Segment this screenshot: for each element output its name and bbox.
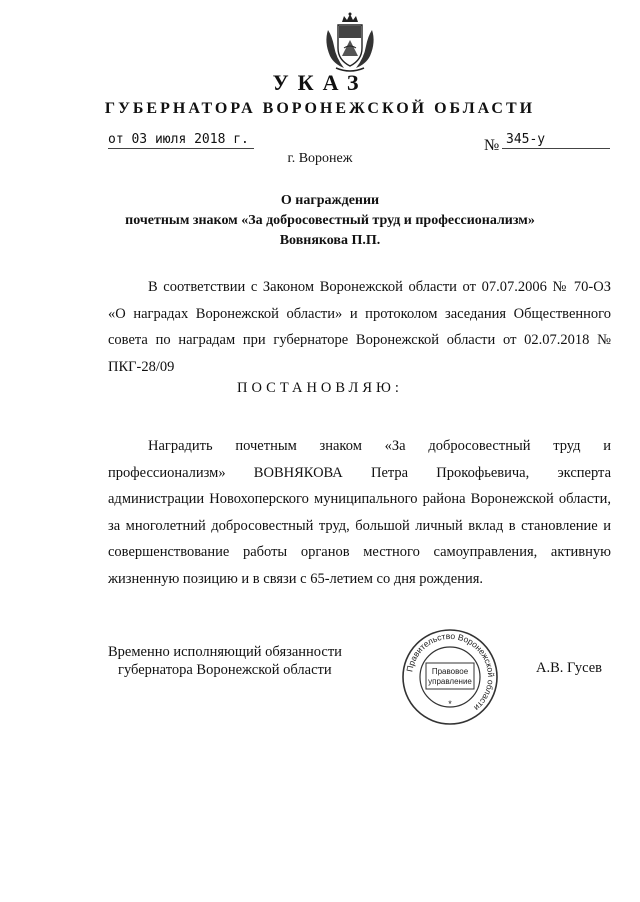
seal-outer-text: Правительство Воронежской области [404,630,497,714]
document-number: 345-у [502,132,610,149]
seal-inner-line-2: управление [428,677,472,686]
coat-of-arms-icon [322,12,378,72]
document-city: г. Воронеж [287,151,353,166]
heading-line-3: Вовнякова П.П. [279,233,381,248]
signatory-name: А.В. Гусев [536,660,602,676]
award-paragraph: Наградить почетным знаком «За добросовестный труд и профессионализм» ВОВНЯКОВА Петра Прокофьевича, эксперта администрации Новохоперского муниципального района Воронежской области, за многолетний добросовестный труд, большой личный вклад в становление и совершенствование работы органов местного самоуправления, активную жизненную позицию и в связи с 65-летием со дня рождения. [108,438,611,587]
decree-word: ПОСТАНОВЛЯЮ: [237,380,403,396]
official-seal [400,627,500,727]
preamble-paragraph: В соответствии с Законом Воронежской области от 07.07.2006 № 70-ОЗ «О наградах Воронежской области» и протоколом заседания Общественного совета по наградам при губернаторе Воронежской области от 02.07.2018 № ПКГ-28/09 [108,279,611,375]
heading-line-2: почетным знаком «За добросовестный труд и профессионализм» [125,213,535,228]
signatory-position [108,643,342,679]
document-title: УКАЗ [272,70,368,95]
number-sign: № [484,137,500,154]
document-heading [100,191,560,251]
seal-star: * [448,699,452,709]
document-date: от 03 июля 2018 г. [108,132,254,149]
document-subtitle: ГУБЕРНАТОРА ВОРОНЕЖСКОЙ ОБЛАСТИ [104,100,536,117]
position-line-2: губернатора Воронежской области [118,662,332,678]
position-line-1: Временно исполняющий обязанности [108,644,342,660]
seal-inner-line-1: Правовое [431,667,469,676]
heading-line-1: О награждении [280,193,380,208]
